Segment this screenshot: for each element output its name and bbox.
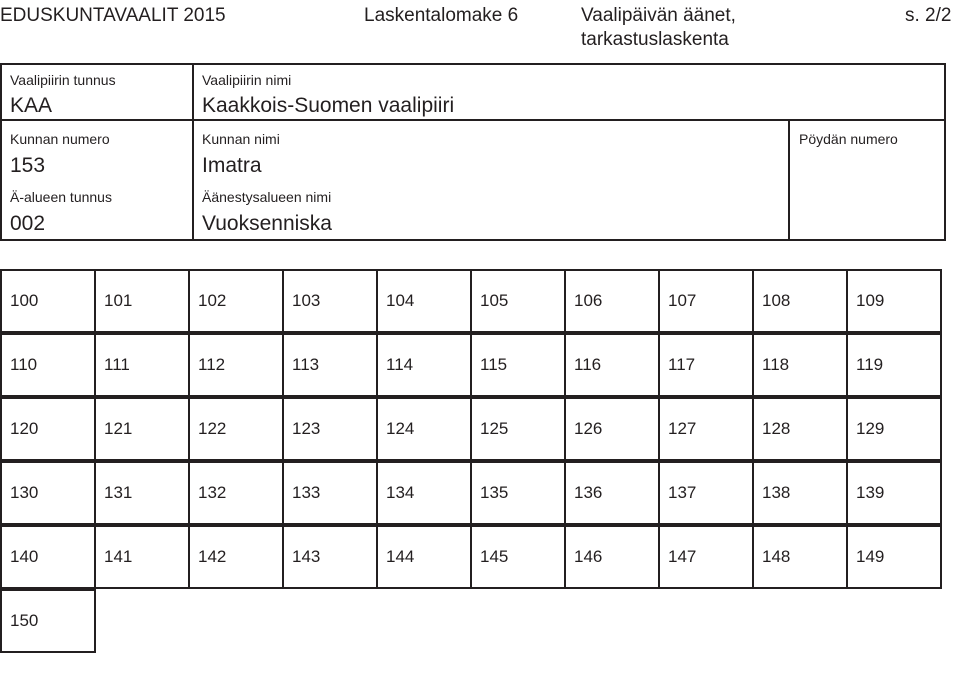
candidate-row — [0, 269, 960, 333]
candidate-cell[interactable] — [376, 397, 472, 461]
candidate-number: 131 — [104, 483, 133, 502]
candidate-number: 140 — [10, 547, 39, 566]
candidate-number: 132 — [198, 483, 227, 502]
candidate-cell[interactable] — [658, 461, 754, 525]
candidate-number: 134 — [386, 483, 415, 502]
candidate-number: 115 — [480, 355, 508, 374]
candidate-cell[interactable] — [282, 269, 378, 333]
candidate-cell[interactable] — [282, 525, 378, 589]
candidate-cell[interactable] — [188, 397, 284, 461]
page-number: s. 2/2 — [905, 5, 952, 26]
candidate-cell[interactable] — [376, 269, 472, 333]
candidate-cell[interactable] — [470, 269, 566, 333]
candidate-number: 113 — [292, 355, 320, 374]
candidate-number: 110 — [10, 355, 38, 374]
candidate-cell[interactable] — [282, 461, 378, 525]
candidate-number: 105 — [480, 291, 509, 310]
candidate-number: 141 — [104, 547, 133, 566]
candidate-number: 118 — [762, 355, 790, 374]
candidate-cell[interactable] — [0, 589, 96, 653]
municipality-number: 153 — [10, 154, 46, 177]
candidate-number: 126 — [574, 419, 603, 438]
candidate-number: 146 — [574, 547, 603, 566]
candidate-cell[interactable] — [564, 397, 660, 461]
municipality-number-label: Kunnan numero — [10, 131, 110, 147]
candidate-number: 125 — [480, 419, 509, 438]
candidate-row — [0, 525, 960, 589]
candidate-number: 107 — [668, 291, 697, 310]
candidate-number: 123 — [292, 419, 321, 438]
candidate-cell[interactable] — [470, 461, 566, 525]
candidate-cell[interactable] — [0, 333, 96, 397]
candidate-cell[interactable] — [188, 269, 284, 333]
candidate-cell[interactable] — [564, 461, 660, 525]
candidate-number: 124 — [386, 419, 415, 438]
candidate-number: 148 — [762, 547, 791, 566]
candidate-cell[interactable] — [846, 269, 942, 333]
column-divider-1 — [192, 65, 194, 239]
candidate-number: 149 — [856, 547, 885, 566]
candidate-cell[interactable] — [470, 333, 566, 397]
candidate-cell[interactable] — [564, 333, 660, 397]
candidate-cell[interactable] — [564, 269, 660, 333]
candidate-cell[interactable] — [282, 397, 378, 461]
candidate-number: 121 — [104, 419, 133, 438]
candidate-number: 138 — [762, 483, 791, 502]
area-code-label: Ä-alueen tunnus — [10, 189, 112, 205]
candidate-number: 147 — [668, 547, 697, 566]
candidate-cell[interactable] — [752, 269, 848, 333]
form-description-line-1: Vaalipäivän äänet, — [581, 5, 736, 26]
candidate-number: 117 — [668, 355, 696, 374]
candidate-number: 133 — [292, 483, 321, 502]
candidate-cell[interactable] — [282, 333, 378, 397]
candidate-cell[interactable] — [376, 525, 472, 589]
candidate-cell[interactable] — [752, 397, 848, 461]
candidate-cell[interactable] — [658, 333, 754, 397]
candidate-number: 119 — [856, 355, 884, 374]
candidate-cell[interactable] — [846, 461, 942, 525]
candidate-number: 145 — [480, 547, 509, 566]
candidate-cell[interactable] — [846, 333, 942, 397]
polling-area-info-box — [0, 63, 946, 241]
candidate-number: 109 — [856, 291, 885, 310]
candidate-cell[interactable] — [658, 525, 754, 589]
district-name-label: Vaalipiirin nimi — [202, 72, 292, 88]
candidate-number: 102 — [198, 291, 227, 310]
candidate-cell[interactable] — [564, 525, 660, 589]
candidate-number: 128 — [762, 419, 791, 438]
candidate-cell[interactable] — [470, 525, 566, 589]
form-name: Laskentalomake 6 — [364, 5, 519, 26]
column-divider-2 — [788, 119, 790, 239]
candidate-cell[interactable] — [188, 333, 284, 397]
candidate-cell[interactable] — [658, 397, 754, 461]
candidate-cell[interactable] — [376, 333, 472, 397]
candidate-cell[interactable] — [94, 269, 190, 333]
candidate-cell[interactable] — [0, 525, 96, 589]
candidate-cell[interactable] — [94, 525, 190, 589]
table-number-label: Pöydän numero — [799, 131, 898, 147]
candidate-number: 111 — [104, 355, 130, 374]
candidate-cell[interactable] — [752, 525, 848, 589]
candidate-cell[interactable] — [0, 461, 96, 525]
candidate-number: 114 — [386, 355, 414, 374]
election-title: EDUSKUNTAVAALIT 2015 — [0, 5, 226, 26]
candidate-number: 150 — [10, 611, 39, 630]
candidate-cell[interactable] — [94, 461, 190, 525]
candidate-cell[interactable] — [188, 525, 284, 589]
candidate-cell[interactable] — [376, 461, 472, 525]
candidate-number: 129 — [856, 419, 885, 438]
candidate-number: 143 — [292, 547, 321, 566]
candidate-number: 122 — [198, 419, 227, 438]
candidate-number: 116 — [574, 355, 602, 374]
candidate-number: 130 — [10, 483, 39, 502]
candidate-cell[interactable] — [0, 397, 96, 461]
candidate-cell[interactable] — [846, 525, 942, 589]
candidate-cell[interactable] — [752, 461, 848, 525]
candidate-cell[interactable] — [188, 461, 284, 525]
candidate-number: 139 — [856, 483, 885, 502]
candidate-number: 142 — [198, 547, 227, 566]
candidate-cell[interactable] — [846, 397, 942, 461]
area-code: 002 — [10, 212, 46, 235]
candidate-number: 106 — [574, 291, 603, 310]
municipality-name: Imatra — [202, 154, 262, 177]
candidate-number: 137 — [668, 483, 697, 502]
candidate-row — [0, 589, 960, 653]
candidate-row — [0, 333, 960, 397]
candidate-cell[interactable] — [94, 333, 190, 397]
candidate-cell[interactable] — [658, 269, 754, 333]
candidate-number: 144 — [386, 547, 415, 566]
candidate-number: 103 — [292, 291, 321, 310]
row-divider-1 — [2, 119, 944, 121]
district-code-label: Vaalipiirin tunnus — [10, 72, 116, 88]
candidate-number: 104 — [386, 291, 415, 310]
district-code: KAA — [10, 94, 53, 117]
candidate-number: 120 — [10, 419, 39, 438]
candidate-cell[interactable] — [94, 397, 190, 461]
candidate-cell[interactable] — [752, 333, 848, 397]
candidate-number: 127 — [668, 419, 697, 438]
area-name: Vuoksenniska — [202, 212, 332, 235]
candidate-number: 135 — [480, 483, 509, 502]
candidate-number: 112 — [198, 355, 226, 374]
form-description-line-2: tarkastuslaskenta — [581, 29, 729, 50]
candidate-number: 108 — [762, 291, 791, 310]
area-name-label: Äänestysalueen nimi — [202, 189, 332, 205]
candidate-cell[interactable] — [0, 269, 96, 333]
district-name: Kaakkois-Suomen vaalipiiri — [202, 94, 455, 117]
candidate-row — [0, 461, 960, 525]
candidate-cell[interactable] — [470, 397, 566, 461]
municipality-name-label: Kunnan nimi — [202, 131, 280, 147]
candidate-row — [0, 397, 960, 461]
candidate-number: 136 — [574, 483, 603, 502]
form-description — [581, 4, 736, 52]
candidate-number: 100 — [10, 291, 39, 310]
candidate-number: 101 — [104, 291, 133, 310]
